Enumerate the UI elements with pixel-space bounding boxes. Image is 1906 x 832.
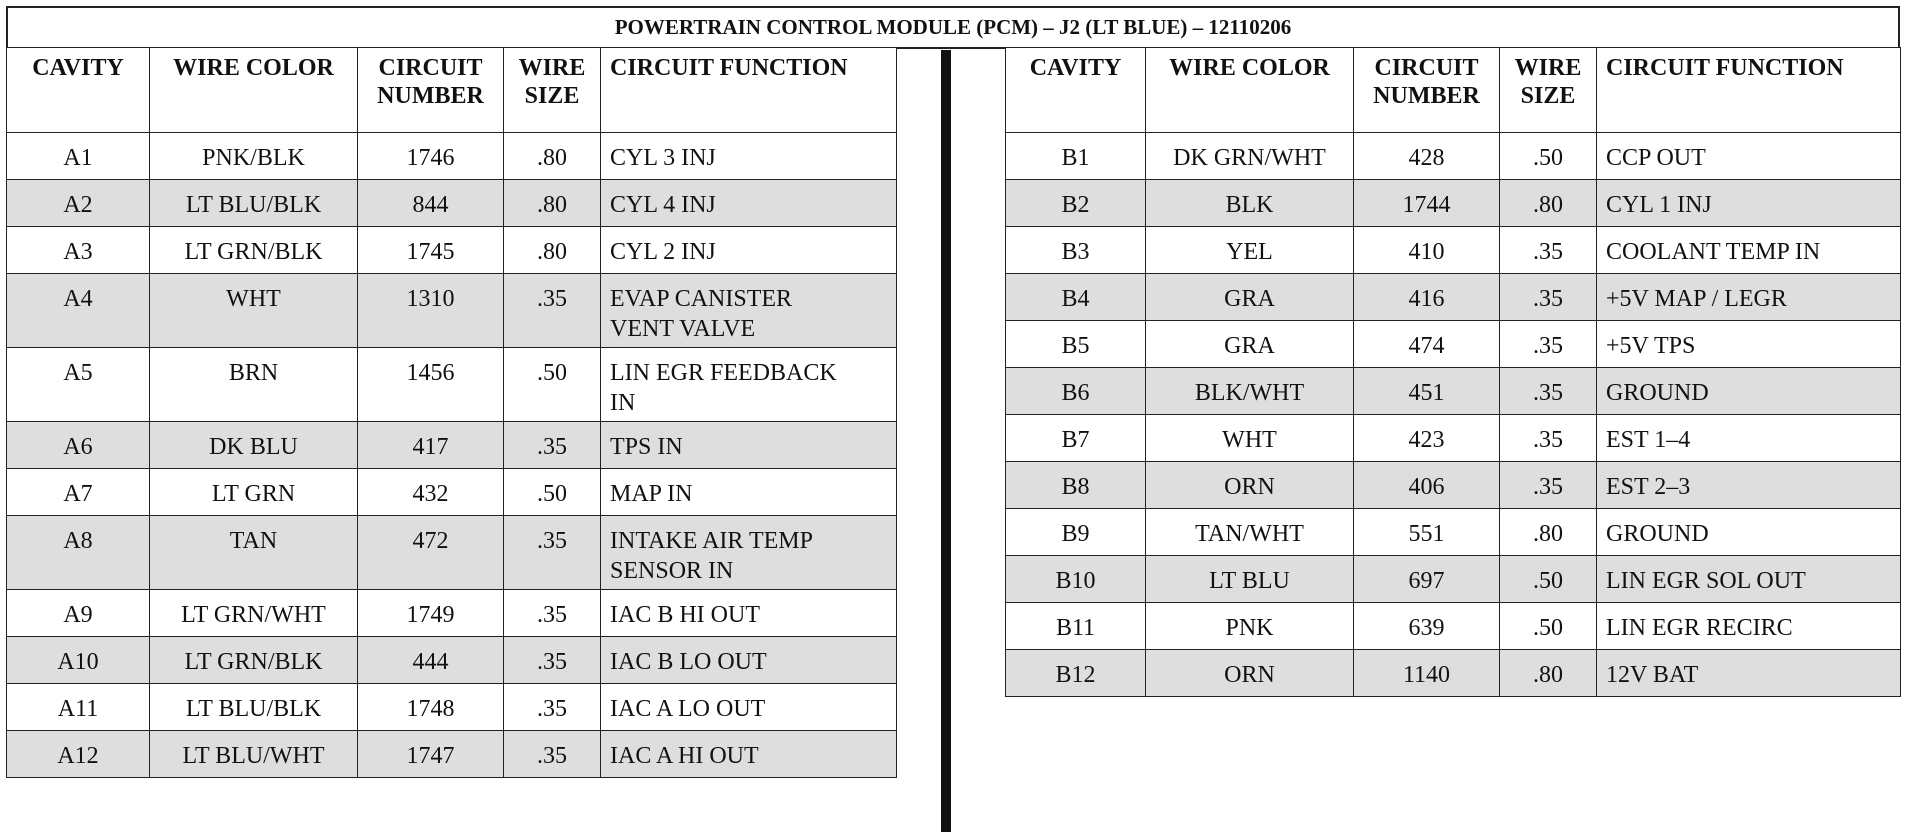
cell-wire-size: .50 (1500, 133, 1597, 180)
cell-wire-color: LT BLU (1146, 556, 1354, 603)
table-header-row (7, 48, 897, 133)
cell-cavity: A5 (7, 348, 150, 422)
header-circuit-number (358, 48, 504, 133)
cell-cavity: A3 (7, 227, 150, 274)
cell-cavity: A12 (7, 731, 150, 778)
cell-wire-color: LT GRN (150, 469, 358, 516)
table-row (7, 133, 897, 180)
header-wire-size-line1: WIRE (518, 55, 586, 81)
cell-circuit-number: 639 (1354, 603, 1500, 650)
cell-circuit-number: 451 (1354, 368, 1500, 415)
header-circuit-function: CIRCUIT FUNCTION (1597, 48, 1901, 133)
cell-cavity: A1 (7, 133, 150, 180)
pinout-table-left (6, 47, 897, 778)
cell-circuit-function (1597, 180, 1901, 227)
table-row (1006, 321, 1901, 368)
cell-wire-color: DK BLU (150, 422, 358, 469)
cell-wire-size: .35 (1500, 462, 1597, 509)
cell-circuit-function (1597, 462, 1901, 509)
cell-cavity: B7 (1006, 415, 1146, 462)
table-row (7, 590, 897, 637)
cell-cavity: B10 (1006, 556, 1146, 603)
circuit-function-line1: GROUND (1606, 380, 1709, 406)
cell-wire-color: PNK/BLK (150, 133, 358, 180)
header-wire-size-line2: SIZE (1520, 83, 1576, 109)
table-row (7, 422, 897, 469)
pinout-table-right-body (1006, 133, 1901, 697)
header-circuit-function: CIRCUIT FUNCTION (601, 48, 897, 133)
cell-circuit-function (601, 133, 897, 180)
header-wire-color: WIRE COLOR (150, 48, 358, 133)
table-row (1006, 368, 1901, 415)
header-wire-size (504, 48, 601, 133)
table-row (7, 227, 897, 274)
table-row (1006, 415, 1901, 462)
cell-cavity: B4 (1006, 274, 1146, 321)
cell-wire-size: .35 (504, 637, 601, 684)
cell-wire-size: .35 (1500, 321, 1597, 368)
cell-circuit-function (601, 227, 897, 274)
cell-circuit-function (1597, 227, 1901, 274)
cell-wire-color: LT GRN/BLK (150, 227, 358, 274)
cell-cavity: A9 (7, 590, 150, 637)
cell-circuit-number: 1310 (358, 274, 504, 348)
cell-circuit-function (601, 348, 897, 422)
circuit-function-line1: TPS IN (610, 434, 683, 460)
header-circuit-number (1354, 48, 1500, 133)
cell-wire-color: TAN (150, 516, 358, 590)
table-row (7, 469, 897, 516)
cell-wire-color: BLK (1146, 180, 1354, 227)
circuit-function-line1: EST 2–3 (1606, 474, 1691, 500)
cell-cavity: B12 (1006, 650, 1146, 697)
circuit-function-line1: IAC A HI OUT (610, 743, 759, 769)
circuit-function-line1: EST 1–4 (1606, 427, 1691, 453)
cell-wire-color: LT BLU/BLK (150, 180, 358, 227)
cell-wire-color: ORN (1146, 462, 1354, 509)
cell-circuit-number: 1744 (1354, 180, 1500, 227)
pinout-table-left-body (7, 133, 897, 778)
cell-wire-color: GRA (1146, 274, 1354, 321)
cell-wire-size: .80 (504, 227, 601, 274)
cell-circuit-function (601, 180, 897, 227)
table-row (7, 684, 897, 731)
cell-wire-size: .80 (504, 133, 601, 180)
cell-circuit-function (1597, 274, 1901, 321)
header-cavity: CAVITY (1006, 48, 1146, 133)
connector-title: POWERTRAIN CONTROL MODULE (PCM) – J2 (LT BLUE) – 12110206 (6, 6, 1900, 49)
cell-wire-color: TAN/WHT (1146, 509, 1354, 556)
cell-circuit-function (601, 684, 897, 731)
cell-wire-size: .50 (504, 469, 601, 516)
table-row (7, 274, 897, 348)
cell-wire-color: GRA (1146, 321, 1354, 368)
cell-cavity: A2 (7, 180, 150, 227)
cell-wire-size: .50 (504, 348, 601, 422)
table-header-row (1006, 48, 1901, 133)
cell-wire-color: WHT (150, 274, 358, 348)
cell-wire-size: .80 (504, 180, 601, 227)
cell-wire-size: .35 (1500, 415, 1597, 462)
circuit-function-line1: IAC B HI OUT (610, 602, 760, 628)
circuit-function-line2: VENT VALVE (610, 316, 756, 342)
cell-wire-size: .35 (504, 684, 601, 731)
cell-circuit-number: 432 (358, 469, 504, 516)
circuit-function-line1: LIN EGR RECIRC (1606, 615, 1793, 641)
circuit-function-line1: GROUND (1606, 521, 1709, 547)
cell-circuit-number: 1746 (358, 133, 504, 180)
cell-circuit-function (1597, 509, 1901, 556)
cell-wire-size: .35 (504, 274, 601, 348)
cell-cavity: B5 (1006, 321, 1146, 368)
header-wire-color: WIRE COLOR (1146, 48, 1354, 133)
table-row (1006, 227, 1901, 274)
header-wire-size-line1: WIRE (1514, 55, 1582, 81)
circuit-function-line1: CCP OUT (1606, 145, 1706, 171)
table-row (7, 731, 897, 778)
circuit-function-line1: LIN EGR FEEDBACK (610, 360, 837, 386)
header-wire-size-line2: SIZE (524, 83, 580, 109)
cell-wire-color: BRN (150, 348, 358, 422)
table-row (7, 516, 897, 590)
cell-circuit-number: 551 (1354, 509, 1500, 556)
table-row (1006, 556, 1901, 603)
cell-wire-color: YEL (1146, 227, 1354, 274)
circuit-function-line1: IAC B LO OUT (610, 649, 767, 675)
table-row (1006, 509, 1901, 556)
header-circuit-number-line2: NUMBER (1373, 83, 1480, 109)
cell-circuit-function (1597, 556, 1901, 603)
circuit-function-line1: 12V BAT (1606, 662, 1699, 688)
cell-cavity: B1 (1006, 133, 1146, 180)
cell-wire-color: DK GRN/WHT (1146, 133, 1354, 180)
cell-circuit-function (1597, 133, 1901, 180)
cell-circuit-function (1597, 415, 1901, 462)
cell-circuit-number: 1749 (358, 590, 504, 637)
cell-circuit-function (601, 516, 897, 590)
circuit-function-line1: CYL 4 INJ (610, 192, 716, 218)
cell-wire-color: LT BLU/BLK (150, 684, 358, 731)
cell-wire-size: .80 (1500, 180, 1597, 227)
cell-wire-color: ORN (1146, 650, 1354, 697)
circuit-function-line2: SENSOR IN (610, 558, 734, 584)
cell-circuit-number: 844 (358, 180, 504, 227)
cell-circuit-function (601, 731, 897, 778)
cell-cavity: B8 (1006, 462, 1146, 509)
circuit-function-line1: IAC A LO OUT (610, 696, 766, 722)
circuit-function-line1: CYL 1 INJ (1606, 192, 1712, 218)
cell-circuit-number: 1456 (358, 348, 504, 422)
table-row (7, 637, 897, 684)
cell-circuit-number: 472 (358, 516, 504, 590)
center-divider (941, 50, 951, 832)
cell-cavity: B2 (1006, 180, 1146, 227)
cell-wire-size: .50 (1500, 556, 1597, 603)
circuit-function-line2: IN (610, 390, 636, 416)
cell-circuit-function (601, 274, 897, 348)
cell-circuit-number: 416 (1354, 274, 1500, 321)
cell-wire-size: .35 (1500, 368, 1597, 415)
cell-wire-color: WHT (1146, 415, 1354, 462)
cell-circuit-function (601, 637, 897, 684)
cell-circuit-number: 423 (1354, 415, 1500, 462)
cell-cavity: B11 (1006, 603, 1146, 650)
cell-cavity: A7 (7, 469, 150, 516)
cell-circuit-number: 428 (1354, 133, 1500, 180)
circuit-function-line1: MAP IN (610, 481, 693, 507)
cell-circuit-number: 1748 (358, 684, 504, 731)
circuit-function-line1: LIN EGR SOL OUT (1606, 568, 1806, 594)
table-row (1006, 650, 1901, 697)
cell-circuit-number: 697 (1354, 556, 1500, 603)
cell-cavity: B9 (1006, 509, 1146, 556)
table-row (7, 348, 897, 422)
circuit-function-line1: INTAKE AIR TEMP (610, 528, 813, 554)
table-row (1006, 133, 1901, 180)
pinout-table-right (1005, 47, 1901, 697)
header-circuit-number-line1: CIRCUIT (378, 55, 483, 81)
header-cavity: CAVITY (7, 48, 150, 133)
cell-circuit-function (1597, 321, 1901, 368)
header-wire-size (1500, 48, 1597, 133)
cell-cavity: A8 (7, 516, 150, 590)
cell-wire-color: LT GRN/BLK (150, 637, 358, 684)
cell-circuit-function (1597, 650, 1901, 697)
cell-circuit-function (1597, 603, 1901, 650)
cell-wire-size: .35 (504, 422, 601, 469)
circuit-function-line1: CYL 2 INJ (610, 239, 716, 265)
circuit-function-line1: COOLANT TEMP IN (1606, 239, 1821, 265)
cell-circuit-number: 410 (1354, 227, 1500, 274)
cell-wire-size: .35 (504, 516, 601, 590)
cell-wire-color: PNK (1146, 603, 1354, 650)
cell-circuit-function (601, 590, 897, 637)
table-row (1006, 180, 1901, 227)
table-row (1006, 274, 1901, 321)
cell-circuit-function (601, 469, 897, 516)
cell-wire-size: .35 (504, 731, 601, 778)
header-circuit-number-line1: CIRCUIT (1374, 55, 1479, 81)
cell-circuit-number: 1745 (358, 227, 504, 274)
cell-cavity: B3 (1006, 227, 1146, 274)
cell-circuit-number: 474 (1354, 321, 1500, 368)
cell-cavity: A11 (7, 684, 150, 731)
circuit-function-line1: +5V MAP / LEGR (1606, 286, 1787, 312)
cell-cavity: A4 (7, 274, 150, 348)
cell-circuit-number: 1140 (1354, 650, 1500, 697)
cell-wire-size: .35 (1500, 274, 1597, 321)
table-row (1006, 462, 1901, 509)
cell-wire-size: .35 (1500, 227, 1597, 274)
table-row (1006, 603, 1901, 650)
header-circuit-number-line2: NUMBER (377, 83, 484, 109)
cell-cavity: A10 (7, 637, 150, 684)
cell-circuit-number: 417 (358, 422, 504, 469)
circuit-function-line1: CYL 3 INJ (610, 145, 716, 171)
cell-circuit-number: 1747 (358, 731, 504, 778)
cell-cavity: B6 (1006, 368, 1146, 415)
cell-cavity: A6 (7, 422, 150, 469)
cell-circuit-number: 444 (358, 637, 504, 684)
circuit-function-line1: +5V TPS (1606, 333, 1696, 359)
cell-wire-size: .50 (1500, 603, 1597, 650)
cell-wire-color: LT GRN/WHT (150, 590, 358, 637)
cell-wire-size: .80 (1500, 509, 1597, 556)
cell-wire-size: .80 (1500, 650, 1597, 697)
cell-circuit-function (1597, 368, 1901, 415)
cell-wire-size: .35 (504, 590, 601, 637)
cell-wire-color: LT BLU/WHT (150, 731, 358, 778)
table-row (7, 180, 897, 227)
cell-wire-color: BLK/WHT (1146, 368, 1354, 415)
circuit-function-line1: EVAP CANISTER (610, 286, 793, 312)
cell-circuit-number: 406 (1354, 462, 1500, 509)
cell-circuit-function (601, 422, 897, 469)
